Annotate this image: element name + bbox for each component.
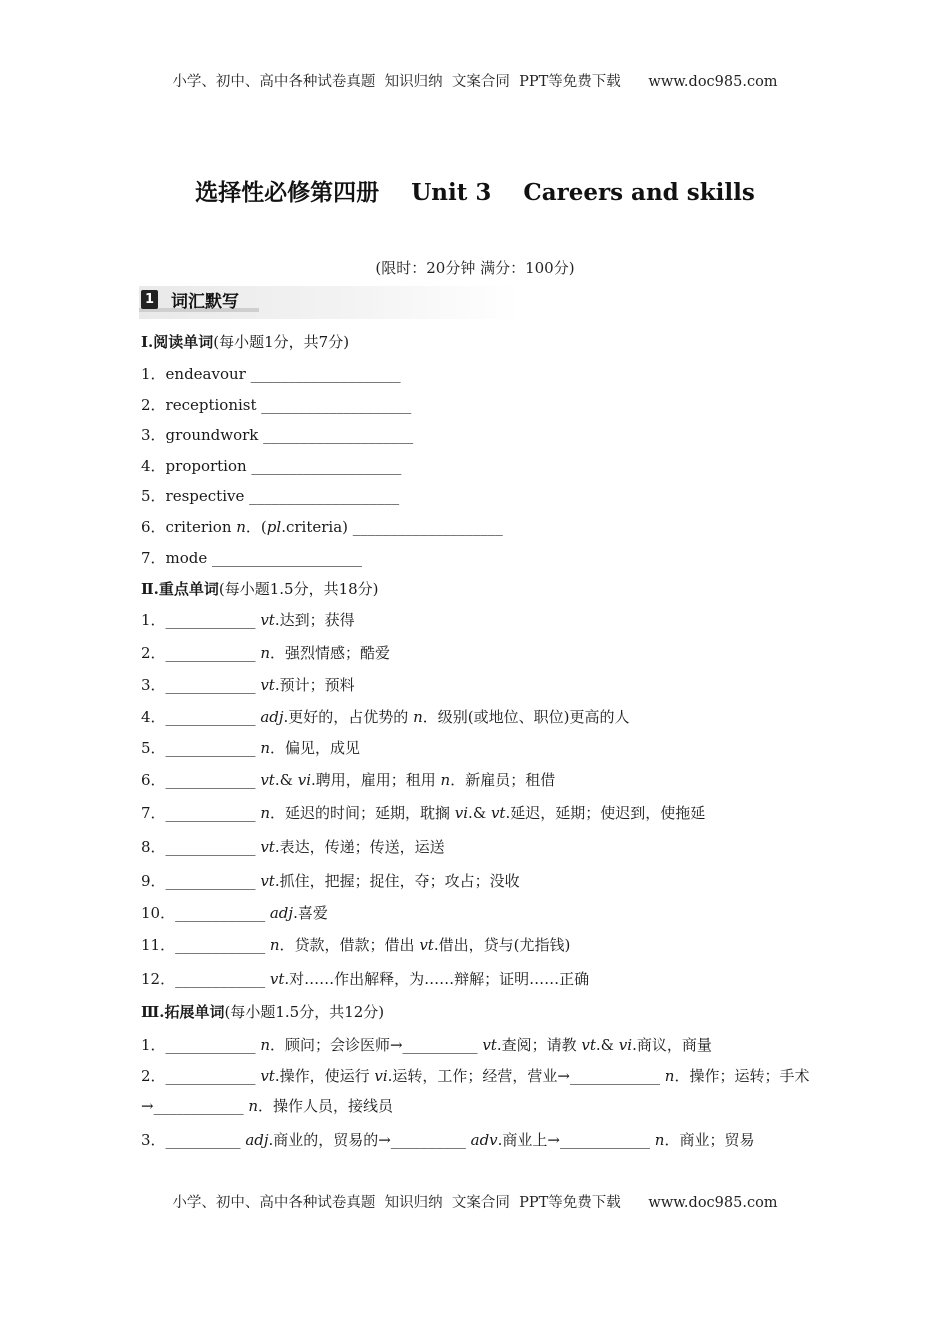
list-item: 11．____________ n．贷款，借款；借出 vt.借出，贷与(尤指钱) [141,936,571,954]
list-item: 2．____________ vt.操作，使运行 vi.运转，工作；经营，营业→____________ n．操作；运转；手术→____________ n．操作人员，接线员 [141,1067,810,1115]
section-1-heading: Ⅰ.阅读单词(每小题1分，共7分) [141,333,350,351]
list-item: 3．groundwork ____________________ [141,426,414,444]
list-item: 6．criterion n．(pl.criteria) ____________________ [141,518,503,536]
list-item: 1．endeavour ____________________ [141,365,401,383]
list-item: 10．____________ adj.喜爱 [141,904,328,922]
list-item: 4．____________ adj.更好的，占优势的 n．级别(或地位、职位)更高的人 [141,708,630,726]
list-item: 3．__________ adj.商业的，贸易的→__________ adv.商业上→____________ n．商业；贸易 [141,1131,755,1149]
list-item: 8．____________ vt.表达，传递；传送，运送 [141,838,445,856]
time-score-limit: (限时：20分钟 满分：100分) [375,259,575,277]
section-2-heading: Ⅱ.重点单词(每小题1.5分，共18分) [141,580,379,598]
list-item: 9．____________ vt.抓住，把握；捉住，夺；攻占；没收 [141,872,520,890]
page-title: 选择性必修第四册 Unit 3 Careers and skills [195,179,755,206]
list-item: 6．____________ vt.& vi.聘用，雇用；租用 n．新雇员；租借 [141,771,556,789]
section-3-heading: Ⅲ.拓展单词(每小题1.5分，共12分) [141,1003,385,1021]
section-banner [139,286,520,319]
banner-number: 1 [141,290,158,309]
list-item: 12．____________ vt.对……作出解释，为……辩解；证明……正确 [141,970,590,988]
list-item: 5．respective ____________________ [141,487,400,505]
banner-label: 词汇默写 [171,292,239,312]
list-item: 1．____________ vt.达到；获得 [141,611,355,629]
list-item: 7．mode ____________________ [141,549,363,567]
list-item: 1．____________ n．顾问；会诊医师→__________ vt.查阅；请教 vt.& vi.商议，商量 [141,1036,712,1054]
list-item: 4．proportion ____________________ [141,457,402,475]
list-item: 2．____________ n．强烈情感；酷爱 [141,644,390,662]
list-item: 2．receptionist ____________________ [141,396,412,414]
list-item: 7．____________ n．延迟的时间；延期，耽搁 vi.& vt.延迟，延期；使迟到，使拖延 [141,804,706,822]
page-header: 小学、初中、高中各种试卷真题 知识归纳 文案合同 PPT等免费下载 www.doc985.com [172,74,778,90]
list-item: 3．____________ vt.预计；预料 [141,676,355,694]
page-footer: 小学、初中、高中各种试卷真题 知识归纳 文案合同 PPT等免费下载 www.doc985.com [172,1195,778,1211]
list-item: 5．____________ n．偏见，成见 [141,739,360,757]
